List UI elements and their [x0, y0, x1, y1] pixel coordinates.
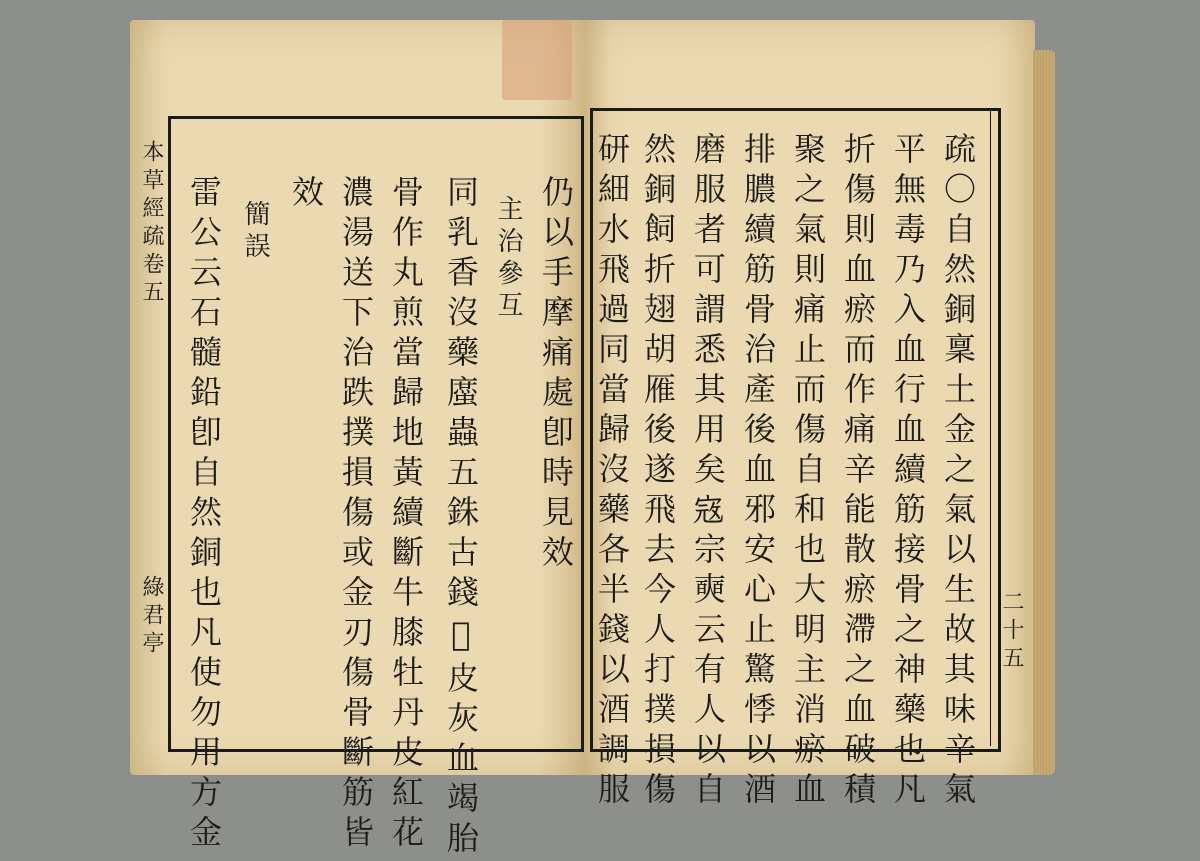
page-edges — [1033, 50, 1055, 775]
margin-footer: 綠君亭 — [139, 575, 164, 659]
text-column: 雷公云石髓鉛卽自然銅也凡使勿用方金 — [185, 175, 223, 855]
section-heading: 主治參互 — [493, 195, 523, 323]
text-column: 聚之氣則痛止而傷自和也大明主消瘀血 — [789, 132, 827, 812]
text-column: 平無毒乃入血行血續筋接骨之神藥也凡 — [889, 132, 927, 812]
section-heading: 簡誤 — [240, 200, 270, 264]
frame-rule — [990, 110, 991, 746]
text-column: 疏〇自然銅稟土金之氣以生故其味辛氣 — [939, 132, 977, 812]
margin-title: 本草經疏卷五 — [139, 140, 164, 308]
text-column: 同乳香沒藥䗪蟲五銖古錢𤻪皮灰血竭胎 — [442, 175, 480, 861]
text-column: 折傷則血瘀而作痛辛能散瘀滯之血破積 — [839, 132, 877, 812]
text-column: 磨服者可謂悉其用矣𡨥宗奭云有人以自 — [689, 132, 727, 812]
text-column: 研細水飛過同當歸沒藥各半錢以酒調服 — [593, 132, 631, 812]
text-column: 骨作丸煎當歸地黃續斷牛膝牡丹皮紅花 — [387, 175, 425, 855]
text-column: 效 — [287, 175, 325, 215]
page-number: 二十五 — [999, 590, 1024, 674]
text-column: 然銅飼折翅胡雁後遂飛去今人打撲損傷 — [639, 132, 677, 812]
text-column: 排膿續筋骨治產後血邪安心止驚悸以酒 — [739, 132, 777, 812]
text-column: 仍以手摩痛處卽時見效 — [537, 175, 575, 575]
paper-tab — [502, 20, 572, 100]
open-book — [130, 20, 1055, 861]
text-column: 濃湯送下治跌撲損傷或金刃傷骨斷筋皆 — [337, 175, 375, 855]
